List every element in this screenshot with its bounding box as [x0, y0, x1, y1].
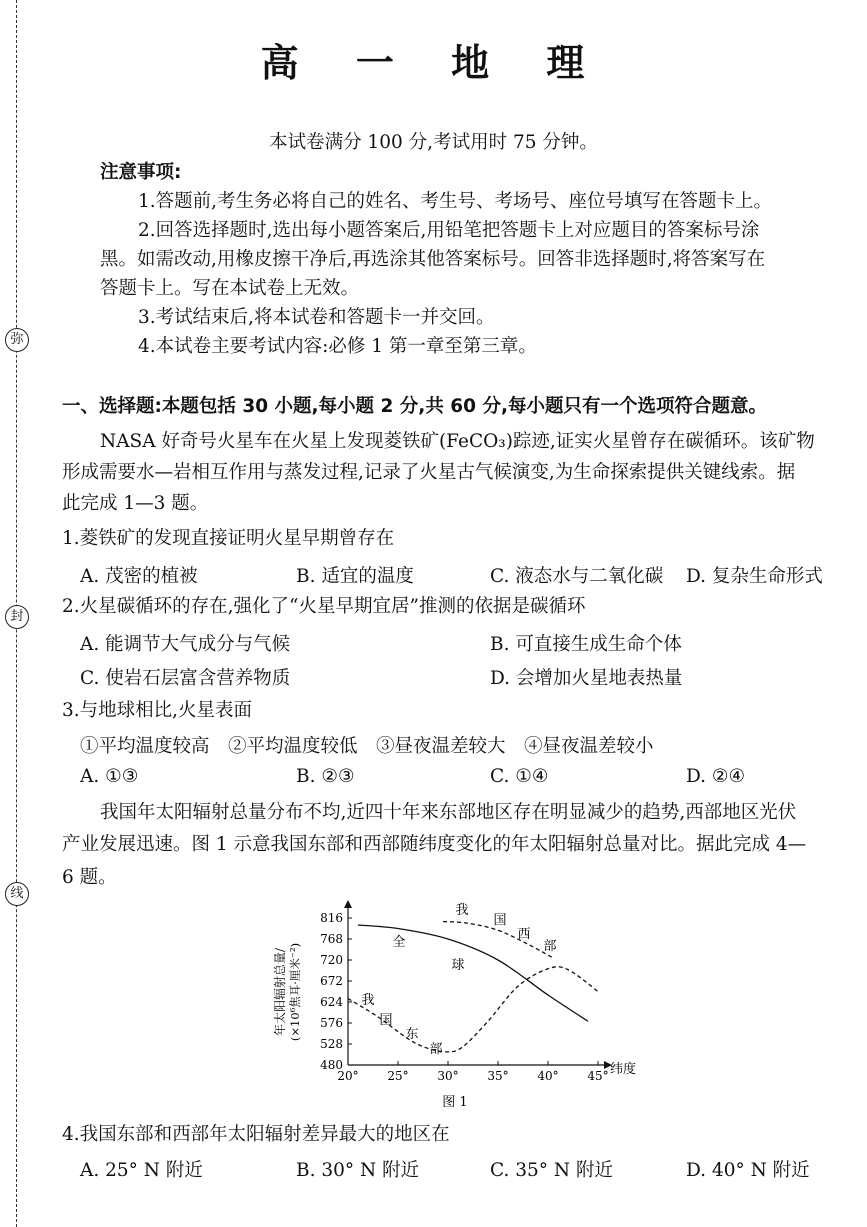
west-china-label-char: 部 [543, 939, 557, 954]
exam-title: 高 一 地 理 [260, 41, 607, 85]
chart-xlabel: 纬度 [610, 1062, 637, 1077]
question-1-option-c: C. 液态水与二氧化碳 [490, 566, 664, 587]
question-3-statements: ①平均温度较高 ②平均温度较低 ③昼夜温差较大 ④昼夜温差较小 [80, 736, 654, 757]
passage-1-line-1: NASA 好奇号火星车在火星上发现菱铁矿(FeCO₃)踪迹,证实火星曾存在碳循环。该矿物 [100, 431, 815, 452]
question-1-option-b: B. 适宜的温度 [296, 566, 414, 587]
east-china-label-char: 东 [405, 1027, 419, 1042]
question-2-option-c: C. 使岩石层富含营养物质 [80, 668, 291, 689]
east-china-label-char: 我 [361, 993, 375, 1008]
passage-2-line-2: 产业发展迅速。图 1 示意我国东部和西部随纬度变化的年太阳辐射总量对比。据此完成 4— [62, 834, 807, 855]
passage-2-line-3: 6 题。 [62, 867, 117, 888]
question-4-option-b: B. 30° N 附近 [296, 1160, 420, 1181]
question-1-option-a: A. 茂密的植被 [80, 566, 198, 587]
question-3-option-b: B. ②③ [296, 766, 355, 787]
chart-ylabel [272, 943, 302, 1041]
solar-radiation-chart [262, 898, 662, 1113]
question-2-option-a: A. 能调节大气成分与气候 [80, 634, 291, 655]
binding-char-feng: 封 [5, 605, 29, 629]
binding-char-xian: 线 [5, 882, 29, 906]
x-tick-label: 35° [487, 1069, 509, 1083]
global-label-char: 全 [392, 935, 406, 950]
x-tick-label: 25° [387, 1069, 409, 1083]
y-axis-label-line-2: (×10⁶焦耳·厘米⁻²) [288, 942, 302, 1042]
passage-1-line-2: 形成需要水—岩相互作用与蒸发过程,记录了火星古气候演变,为生命探索提供关键线索。据 [62, 462, 796, 483]
y-tick-label: 816 [320, 911, 343, 925]
y-axis-arrow [344, 900, 352, 908]
y-tick-label: 720 [320, 953, 343, 967]
question-2-stem: 2.火星碳循环的存在,强化了“火星早期宜居”推测的依据是碳循环 [62, 596, 586, 617]
west-china-label-char: 我 [455, 903, 469, 918]
east-china-curve [348, 967, 598, 1052]
y-tick-label: 576 [320, 1016, 343, 1030]
y-axis-label-line-1: 年太阳辐射总量/ [273, 947, 287, 1037]
question-4-option-d: D. 40° N 附近 [686, 1160, 810, 1181]
question-3-option-c: C. ①④ [490, 766, 549, 787]
passage-2-line-1: 我国年太阳辐射总量分布不均,近四十年来东部地区存在明显减少的趋势,西部地区光伏 [100, 802, 797, 823]
notice-title: 注意事项: [100, 162, 182, 183]
question-1-stem: 1.菱铁矿的发现直接证明火星早期曾存在 [62, 528, 395, 549]
question-3-option-a: A. ①③ [80, 766, 139, 787]
x-tick-label: 40° [537, 1069, 559, 1083]
y-tick-label: 624 [320, 995, 343, 1009]
question-3-stem: 3.与地球相比,火星表面 [62, 700, 253, 721]
west-china-label-char: 国 [493, 913, 507, 928]
passage-1-line-3: 此完成 1—3 题。 [62, 493, 209, 514]
notice-item-1: 1.答题前,考生务必将自己的姓名、考生号、考场号、座位号填写在答题卡上。 [138, 191, 773, 212]
notice-item-2-cont: 黑。如需改动,用橡皮擦干净后,再选涂其他答案标号。回答非选择题时,将答案写在 [100, 249, 766, 270]
x-tick-label: 20° [337, 1069, 359, 1083]
y-tick-label: 528 [320, 1037, 343, 1051]
question-2-option-d: D. 会增加火星地表热量 [490, 668, 683, 689]
notice-item-3: 3.考试结束后,将本试卷和答题卡一并交回。 [138, 307, 495, 328]
east-china-label-char: 国 [379, 1013, 393, 1028]
binding-char-mi: 弥 [5, 328, 29, 352]
global-label-char: 球 [451, 958, 465, 973]
question-4-stem: 4.我国东部和西部年太阳辐射差异最大的地区在 [62, 1124, 450, 1145]
x-tick-label: 45° [587, 1069, 609, 1083]
question-4-option-a: A. 25° N 附近 [80, 1160, 203, 1181]
question-3-option-d: D. ②④ [686, 766, 746, 787]
x-tick-label: 30° [437, 1069, 459, 1083]
chart-axes [320, 900, 612, 1083]
notice-item-4: 4.本试卷主要考试内容:必修 1 第一章至第三章。 [138, 336, 537, 357]
y-tick-label: 768 [320, 932, 343, 946]
y-tick-label: 480 [320, 1058, 343, 1072]
y-tick-label: 672 [320, 974, 343, 988]
question-2-option-b: B. 可直接生成生命个体 [490, 634, 682, 655]
question-4-option-c: C. 35° N 附近 [490, 1160, 613, 1181]
east-china-label-char: 部 [429, 1042, 443, 1057]
section-title: 一、选择题:本题包括 30 小题,每小题 2 分,共 60 分,每小题只有一个选项符合题意。 [62, 396, 767, 417]
chart-caption: 图 1 [442, 1095, 468, 1110]
west-china-label-char: 西 [517, 927, 531, 942]
notice-item-2-end: 答题卡上。写在本试卷上无效。 [100, 278, 360, 299]
exam-intro: 本试卷满分 100 分,考试用时 75 分钟。 [269, 132, 598, 153]
notice-item-2: 2.回答选择题时,选出每小题答案后,用铅笔把答题卡上对应题目的答案标号涂 [138, 220, 760, 241]
question-1-option-d: D. 复杂生命形式 [686, 566, 823, 587]
chart-curves [348, 922, 598, 1052]
